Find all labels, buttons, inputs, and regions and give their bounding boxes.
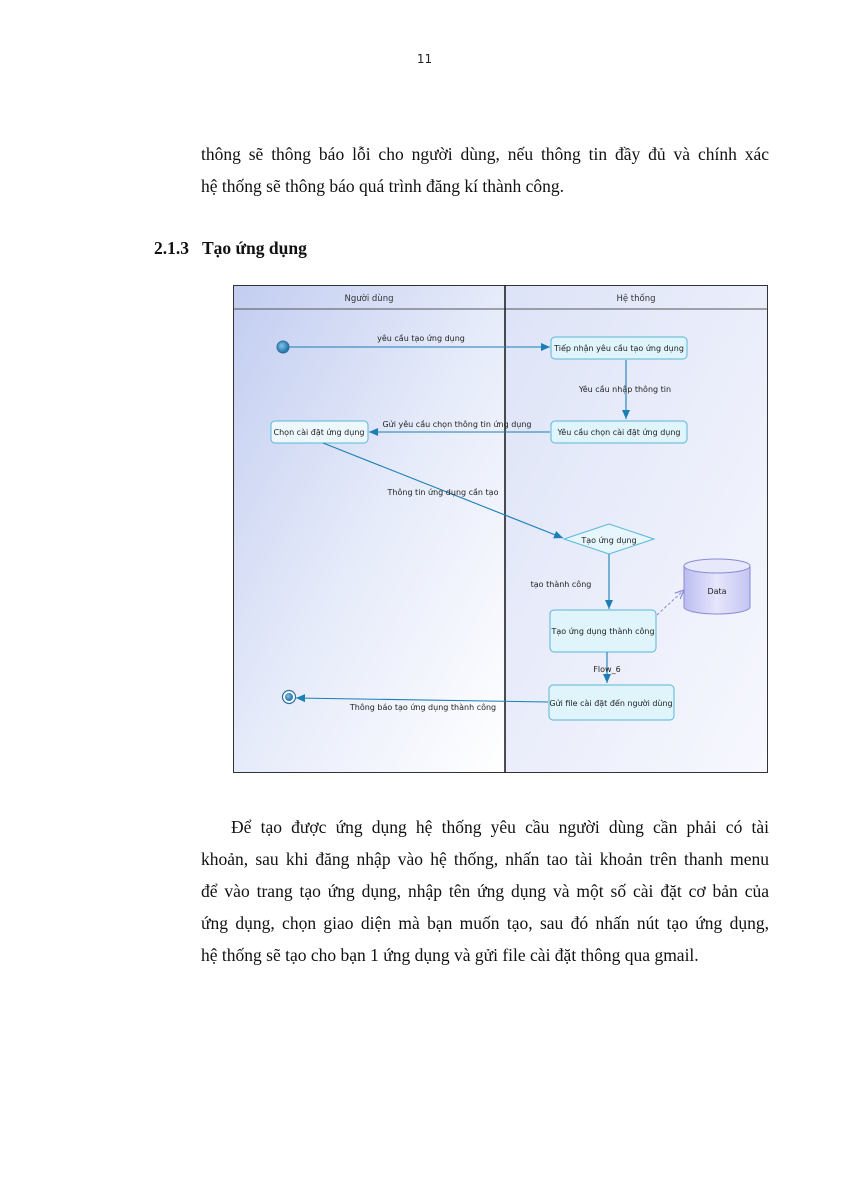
paragraph-line: hệ thống sẽ thông báo quá trình đăng kí thành công. (201, 176, 565, 196)
start-node (277, 341, 289, 353)
node-receive-label: Tiếp nhận yêu cầu tạo ứng dụng (554, 344, 684, 353)
flow-label-request-create: yêu cầu tạo ứng dụng (377, 334, 465, 343)
page-number: 11 (416, 52, 433, 66)
data-store-label: Data (707, 587, 727, 596)
node-decision-label: Tạo ứng dụng (581, 536, 637, 545)
flow-label-flow6: Flow_6 (593, 665, 621, 674)
intro-paragraph (201, 138, 769, 202)
paragraph-line: thông sẽ thông báo lỗi cho người dùng, nếu thông tin đầy đủ và chính xác (201, 144, 769, 164)
flow-label-created-ok: tạo thành công (530, 580, 592, 589)
lane-system-title: Hệ thống (616, 294, 656, 304)
paragraph-line: khoản, sau khi đăng nhập vào hệ thống, nhấn tao tài khoản trên thanh menu (201, 849, 769, 869)
section-heading (154, 238, 307, 259)
flow-label-notify-success: Thông báo tạo ứng dụng thành công (349, 703, 497, 712)
node-request-settings-label: Yêu cầu chọn cài đặt ứng dụng (557, 428, 681, 437)
section-title: Tạo ứng dụng (202, 238, 307, 258)
paragraph-line: hệ thống sẽ tạo cho bạn 1 ứng dụng và gửi file cài đặt thông qua gmail. (201, 945, 699, 965)
lane-user-title: Người dùng (344, 294, 394, 304)
paragraph-line: ứng dụng, chọn giao diện mà bạn muốn tạo, sau đó nhấn nút tạo ứng dụng, (201, 913, 769, 933)
paragraph-line: Để tạo được ứng dụng hệ thống yêu cầu người dùng cần phải có tài (231, 817, 769, 837)
body-paragraph (201, 811, 769, 971)
flow-label-send-request-choose: Gửi yêu cầu chọn thông tin ứng dụng (382, 420, 532, 429)
node-send-file-label: Gửi file cài đặt đến người dùng (549, 699, 673, 708)
flow-label-info-app: Thông tin ứng dụng cần tạo (387, 488, 499, 497)
section-number: 2.1.3 (154, 238, 189, 258)
node-success-label: Tạo ứng dụng thành công (551, 627, 655, 636)
node-choose-settings-label: Chọn cài đặt ứng dụng (273, 428, 365, 437)
paragraph-line: để vào trang tạo ứng dụng, nhập tên ứng dụng và một số cài đặt cơ bản của (201, 881, 769, 901)
flow-label-request-info: Yêu cầu nhập thông tin (578, 385, 672, 394)
activity-diagram (233, 285, 768, 773)
